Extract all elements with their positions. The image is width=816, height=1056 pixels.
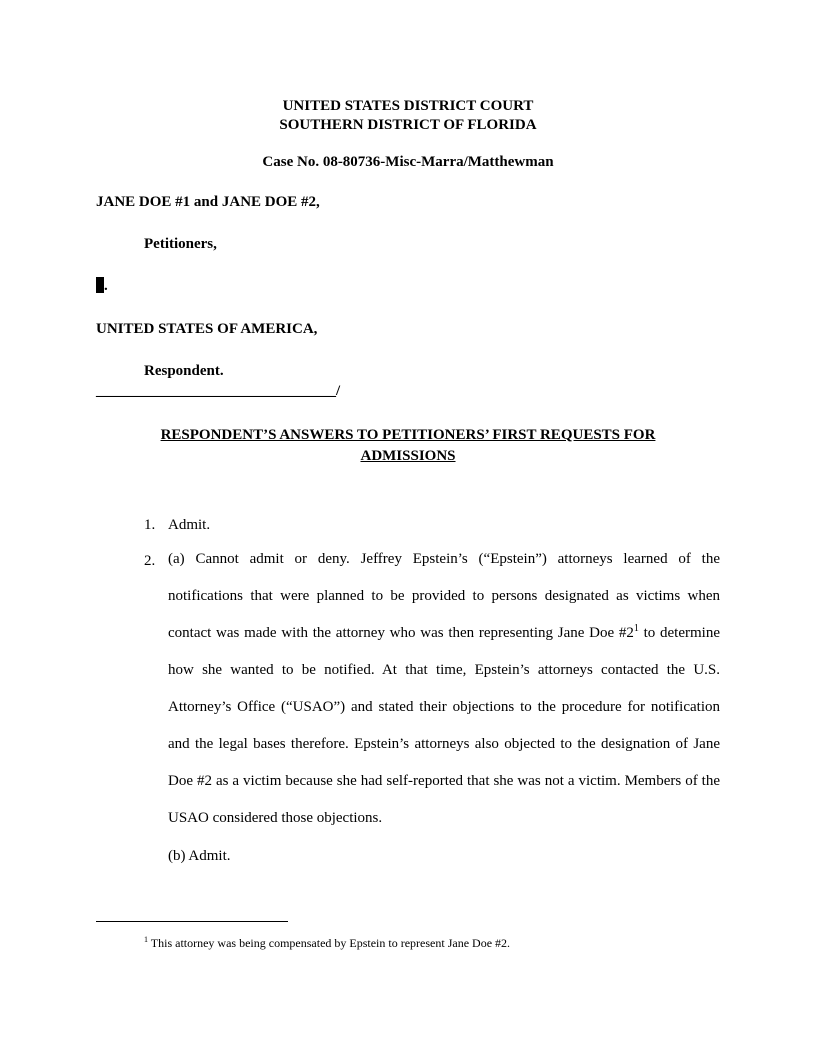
respondent-label: Respondent.: [144, 363, 224, 379]
answer-1-text: Admit.: [168, 517, 211, 533]
footnote-marker: 1: [144, 935, 148, 944]
answer-1-number: 1.: [144, 517, 156, 533]
document-title-line1: RESPONDENT’S ANSWERS TO PETITIONERS’ FIRST REQUESTS FOR: [160, 427, 656, 443]
court-name: UNITED STATES DISTRICT COURT: [282, 98, 534, 114]
court-district: SOUTHERN DISTRICT OF FLORIDA: [279, 117, 537, 133]
petitioners-names: JANE DOE #1 and JANE DOE #2,: [96, 194, 320, 210]
answer-2-paragraph: [168, 541, 720, 837]
caption-signature-line: ________________________________/: [96, 383, 341, 399]
footnote-reference: 1: [633, 623, 639, 634]
versus-period: .: [104, 278, 108, 294]
answer-2b-text: (b) Admit.: [168, 848, 231, 864]
answer-2-number: 2.: [144, 553, 156, 569]
respondent-name: UNITED STATES OF AMERICA,: [96, 321, 318, 337]
case-number: Case No. 08-80736-Misc-Marra/Matthewman: [262, 154, 554, 170]
answer-2-text-part1: (a) Cannot admit or deny. Jeffrey Epstein’s (“Epstein”) attorneys learned of the notifications that were planned to be provided to persons designated as victims when contact was made with the attorney who was then representing Jane Doe #2: [168, 551, 720, 641]
footnote: [144, 932, 510, 951]
footnote-separator: [96, 921, 288, 922]
answer-2-text-part2: to determine how she wanted to be notified. At that time, Epstein’s attorneys contacted the U.S. Attorney’s Office (“USAO”) and stated their objections to the procedure for notification and the legal bases therefore. Epstein’s attorneys also objected to the designation of Jane Doe #2 as a victim because she had self-reported that she was not a victim. Members of the USAO considered those objections.: [168, 625, 720, 826]
redaction-box: [96, 277, 104, 293]
petitioners-label: Petitioners,: [144, 236, 217, 252]
footnote-text: This attorney was being compensated by Epstein to represent Jane Doe #2.: [148, 936, 511, 950]
document-title-line2: ADMISSIONS: [360, 448, 456, 464]
